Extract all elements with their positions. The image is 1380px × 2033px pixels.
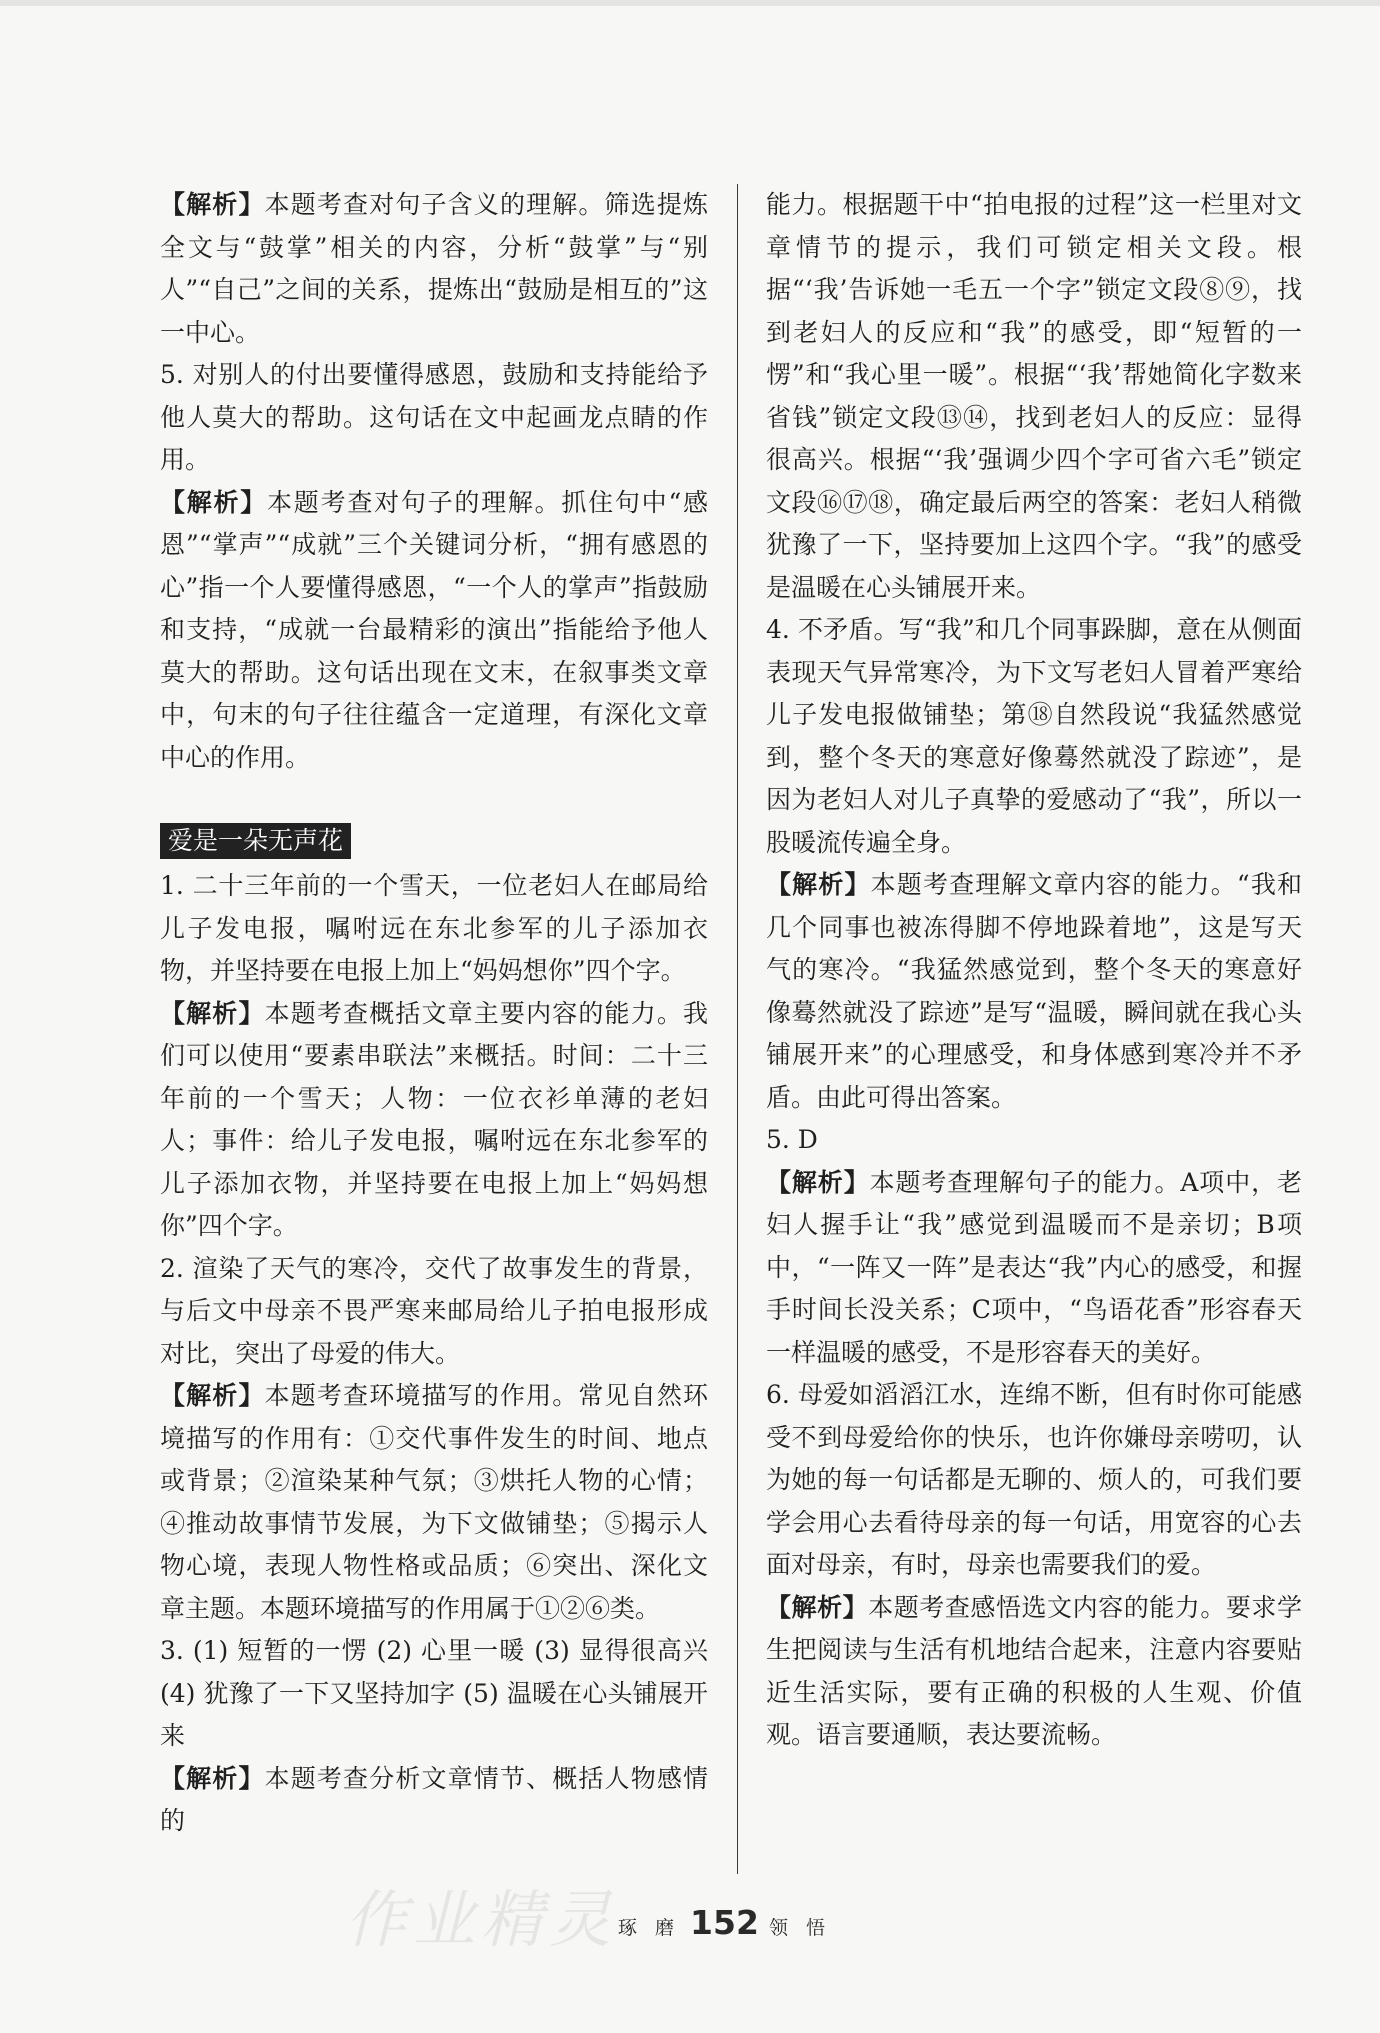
left-answer-3: 3. (1) 短暂的一愣 (2) 心里一暖 (3) 显得很高兴 (4) 犹豫了一下又坚持加字 (5) 温暖在心头铺展开来: [160, 1636, 708, 1750]
analysis-tag: 【解析】: [766, 1592, 869, 1622]
page-number: 152: [690, 1903, 759, 1942]
right-analysis-2: 【解析】本题考查理解句子的能力。A项中，老妇人握手让“我”感觉到温暖而不是亲切；B项中，“一阵又一阵”是表达“我”内心的感受，和握手时间长没关系；C项中，“鸟语花香”形容春天一样温暖的感受，不是形容春天的美好。: [766, 1167, 1302, 1367]
right-analysis-3: 【解析】本题考查感悟选文内容的能力。要求学生把阅读与生活有机地结合起来，注意内容要贴近生活实际，要有正确的积极的人生观、价值观。语言要通顺，表达要流畅。: [766, 1592, 1302, 1749]
left-analysis-4: 【解析】本题考查环境描写的作用。常见自然环境描写的作用有：①交代事件发生的时间、地点或背景；②渲染某种气氛；③烘托人物的心情；④推动故事情节发展，为下文做铺垫；⑤揭示人物心境，表现人物性格或品质；⑥突出、深化文章主题。本题环境描写的作用属于①②⑥类。: [160, 1381, 708, 1623]
analysis-tag: 【解析】: [160, 1381, 265, 1410]
right-analysis-1: 【解析】本题考查理解文章内容的能力。“我和几个同事也被冻得脚不停地跺着地”，这是写天气的寒冷。“我猛然感觉到，整个冬天的寒意好像蓦然就没了踪迹”是写“温暖，瞬间就在我心头铺展开来”的心理感受，和身体感到寒冷并不矛盾。由此可得出答案。: [766, 870, 1302, 1112]
right-analysis-continued: 能力。根据题干中“拍电报的过程”这一栏里对文章情节的提示，我们可锁定相关文段。根据“‘我’告诉她一毛五一个字”锁定文段⑧⑨，找到老妇人的反应和“我”的感受，即“短暂的一愣”和“我心里一暖”。根据“‘我’帮她简化字数来省钱”锁定文段⑬⑭，找到老妇人的反应：显得很高兴。根据“‘我’强调少四个字可省六毛”锁定文段⑯⑰⑱，确定最后两空的答案：老妇人稍微犹豫了一下，坚持要加上这四个字。“我”的感受是温暖在心头铺展开来。: [766, 190, 1302, 602]
right-answer-6: 6. 母爱如滔滔江水，连绵不断，但有时你可能感受不到母爱给你的快乐，也许你嫌母亲唠叨，认为她的每一句话都是无聊的、烦人的，可我们要学会用心去看待母亲的每一句话，用宽容的心去面对母亲，有时，母亲也需要我们的爱。: [766, 1380, 1302, 1579]
section-title: 爱是一朵无声花: [160, 823, 351, 859]
left-answer-1: 1. 二十三年前的一个雪天，一位老妇人在邮局给儿子发电报，嘱咐远在东北参军的儿子添加衣物，并坚持要在电报上加上“妈妈想你”四个字。: [160, 871, 708, 985]
page-top-edge: [0, 0, 1380, 6]
left-analysis-1: 【解析】本题考查对句子含义的理解。筛选提炼全文与“鼓掌”相关的内容，分析“鼓掌”与“别人”“自己”之间的关系，提炼出“鼓励是相互的”这一中心。: [160, 190, 708, 347]
right-answer-4: 4. 不矛盾。写“我”和几个同事跺脚，意在从侧面表现天气异常寒冷，为下文写老妇人冒着严寒给儿子发电报做铺垫；第⑱自然段说“我猛然感觉到，整个冬天的寒意好像蓦然就没了踪迹”，是因为老妇人对儿子真挚的爱感动了“我”，所以一股暖流传遍全身。: [766, 615, 1302, 857]
left-analysis-2: 【解析】本题考查对句子的理解。抓住句中“感恩”“掌声”“成就”三个关键词分析，“拥有感恩的心”指一个人要懂得感恩，“一个人的掌声”指鼓励和支持，“成就一台最精彩的演出”指能给予他人莫大的帮助。这句话出现在文末，在叙事类文章中，句末的句子往往蕴含一定道理，有深化文章中心的作用。: [160, 487, 708, 772]
footer-left-text: 琢 磨: [618, 1917, 681, 1939]
right-answer-5: 5. D: [766, 1125, 818, 1154]
analysis-tag: 【解析】: [160, 190, 265, 219]
left-column: [160, 184, 708, 1843]
footer-right-text: 领 悟: [768, 1917, 831, 1939]
analysis-tag: 【解析】: [766, 870, 871, 899]
analysis-tag: 【解析】: [160, 1763, 265, 1793]
column-divider: [737, 184, 738, 1874]
analysis-tag: 【解析】: [160, 487, 268, 517]
left-answer-5: 5. 对别人的付出要懂得感恩，鼓励和支持能给予他人莫大的帮助。这句话在文中起画龙点睛的作用。: [160, 360, 708, 474]
left-analysis-5: 【解析】本题考查分析文章情节、概括人物感情的: [160, 1763, 708, 1835]
left-analysis-3: 【解析】本题考查概括文章主要内容的能力。我们可以使用“要素串联法”来概括。时间：二十三年前的一个雪天；人物：一位衣衫单薄的老妇人；事件：给儿子发电报，嘱咐远在东北参军的儿子添加衣物，并坚持要在电报上加上“妈妈想你”四个字。: [160, 998, 708, 1240]
right-column: [766, 184, 1302, 1757]
left-answer-2: 2. 渲染了天气的寒冷，交代了故事发生的背景，与后文中母亲不畏严寒来邮局给儿子拍电报形成对比，突出了母爱的伟大。: [160, 1253, 708, 1368]
watermark: 作业精灵: [345, 1883, 618, 1956]
analysis-tag: 【解析】: [766, 1167, 870, 1197]
page-footer: [618, 1903, 831, 1942]
analysis-tag: 【解析】: [160, 998, 265, 1028]
